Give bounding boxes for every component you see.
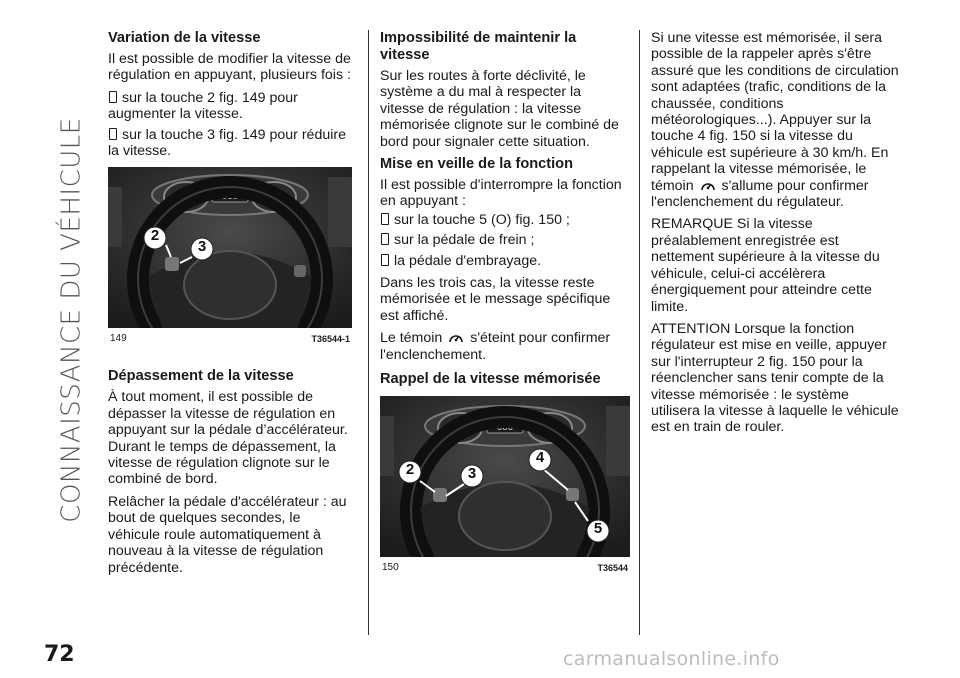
heading-mise-en-veille: Mise en veille de la fonction bbox=[380, 156, 574, 173]
bullet-item bbox=[380, 253, 628, 269]
figure-number: 150 bbox=[382, 561, 399, 573]
paragraph-lamp bbox=[651, 30, 901, 210]
text-segment: s'éteint pour confirmer l'enclenchement. bbox=[380, 330, 611, 363]
paragraph-remarque: REMARQUE Si la vitesse préalablement enregistrée est nettement supérieure à la vitesse du véhicule, celui-ci accélèrera énergiquement pour atteindre cette limite. bbox=[651, 216, 880, 315]
bullet-item bbox=[108, 127, 352, 160]
callout-3: 3 bbox=[467, 465, 477, 483]
paragraph: Dans les trois cas, la vitesse reste mémorisée et le message spécifique est affiché. bbox=[380, 275, 611, 324]
figure-150 bbox=[380, 396, 630, 579]
figure-code: T36544 bbox=[597, 562, 628, 573]
checkbox-bullet-icon bbox=[381, 254, 389, 266]
figure-code: T36544-1 bbox=[311, 334, 350, 345]
column-divider-1 bbox=[368, 30, 369, 635]
bullet-text: sur la touche 2 fig. 149 pour augmenter la vitesse. bbox=[108, 89, 298, 123]
bullet-text: la pédale d'embrayage. bbox=[394, 252, 542, 269]
checkbox-bullet-icon bbox=[109, 91, 117, 103]
paragraph: À tout moment, il est possible de dépasser la vitesse de régulation en appuyant sur la pédale d’accélérateur. Durant le temps de dépassement, la vitesse de régulation clignote sur le combiné de bord. bbox=[108, 389, 348, 488]
callout-5: 5 bbox=[593, 520, 603, 538]
bullet-text: sur la touche 5 (O) fig. 150 ; bbox=[394, 211, 570, 228]
callout-4: 4 bbox=[535, 449, 545, 467]
callout-2: 2 bbox=[150, 227, 160, 245]
steering-wheel-illustration bbox=[108, 167, 352, 328]
chapter-title-text: CONNAISSANCE DU VÉHICULE bbox=[57, 117, 88, 523]
paragraph: Relâcher la pédale d'accélérateur : au bout de quelques secondes, le véhicule roule automatiquement à nouveau à la vitesse de régulation précédente. bbox=[108, 493, 347, 576]
text-segment: Le témoin bbox=[380, 330, 443, 347]
column-3 bbox=[651, 30, 901, 442]
figure-caption bbox=[380, 557, 630, 579]
paragraph-attention: ATTENTION Lorsque la fonction régulateur est mise en veille, appuyer sur l'interrupteur 2 fig. 150 pour la réenclencher sans tenir compte de la vitesse mémorisée : le système utilisera la vitesse à laquelle le véhicule est en train de rouler. bbox=[651, 320, 899, 436]
heading-variation: Variation de la vitesse bbox=[108, 30, 261, 46]
checkbox-bullet-icon bbox=[381, 233, 389, 245]
bullet-item bbox=[108, 90, 352, 123]
paragraph-lamp bbox=[380, 330, 628, 363]
bullet-text: sur la touche 3 fig. 149 pour réduire la vitesse. bbox=[108, 126, 346, 160]
bullet-text: sur la pédale de frein ; bbox=[394, 232, 535, 249]
watermark: carmanualsonline.info bbox=[563, 648, 780, 670]
paragraph: Il est possible d'interrompre la fonction en appuyant : bbox=[380, 177, 622, 210]
column-1 bbox=[108, 30, 352, 582]
paragraph: Il est possible de modifier la vitesse de régulation en appuyant, plusieurs fois : bbox=[108, 51, 351, 84]
column-2 bbox=[380, 30, 628, 597]
text-segment: s'allume pour confirmer l'enclenchement du régulateur. bbox=[651, 177, 869, 211]
figure-caption bbox=[108, 328, 352, 350]
checkbox-bullet-icon bbox=[381, 213, 389, 225]
heading-impossibilite: Impossibilité de maintenir la vitesse bbox=[380, 30, 577, 63]
svg-text:888: 888 bbox=[496, 423, 514, 434]
column-divider-2 bbox=[639, 30, 640, 635]
callout-3: 3 bbox=[197, 238, 207, 256]
figure-149 bbox=[108, 167, 352, 350]
paragraph: Sur les routes à forte déclivité, le système a du mal à respecter la vitesse de régulation : la vitesse mémorisée clignote sur le combiné de bord pour signaler cette situation. bbox=[380, 68, 619, 150]
heading-depassement: Dépassement de la vitesse bbox=[108, 368, 294, 385]
cruise-control-lamp-icon bbox=[700, 179, 716, 193]
cruise-control-lamp-icon bbox=[448, 331, 464, 345]
heading-rappel: Rappel de la vitesse mémorisée bbox=[380, 371, 601, 388]
callout-2: 2 bbox=[405, 461, 415, 479]
svg-text:888: 888 bbox=[221, 192, 239, 203]
bullet-item bbox=[380, 232, 628, 248]
page-number: 72 bbox=[44, 642, 75, 667]
figure-number: 149 bbox=[110, 333, 127, 345]
bullet-item bbox=[380, 212, 628, 228]
chapter-title bbox=[52, 40, 92, 600]
text-segment: Si une vitesse est mémorisée, il sera possible de la rappeler après s'être assuré que les conditions de circulation sont adaptées (trafic, conditions de la chaussée, conditions météorologiques...). Appuyer sur la touche 4 fig. 150 si la vitesse du véhicule est supérieure à 30 km/h. En rappelant la vitesse mémorisée, le témoin bbox=[651, 30, 899, 194]
checkbox-bullet-icon bbox=[109, 128, 117, 140]
